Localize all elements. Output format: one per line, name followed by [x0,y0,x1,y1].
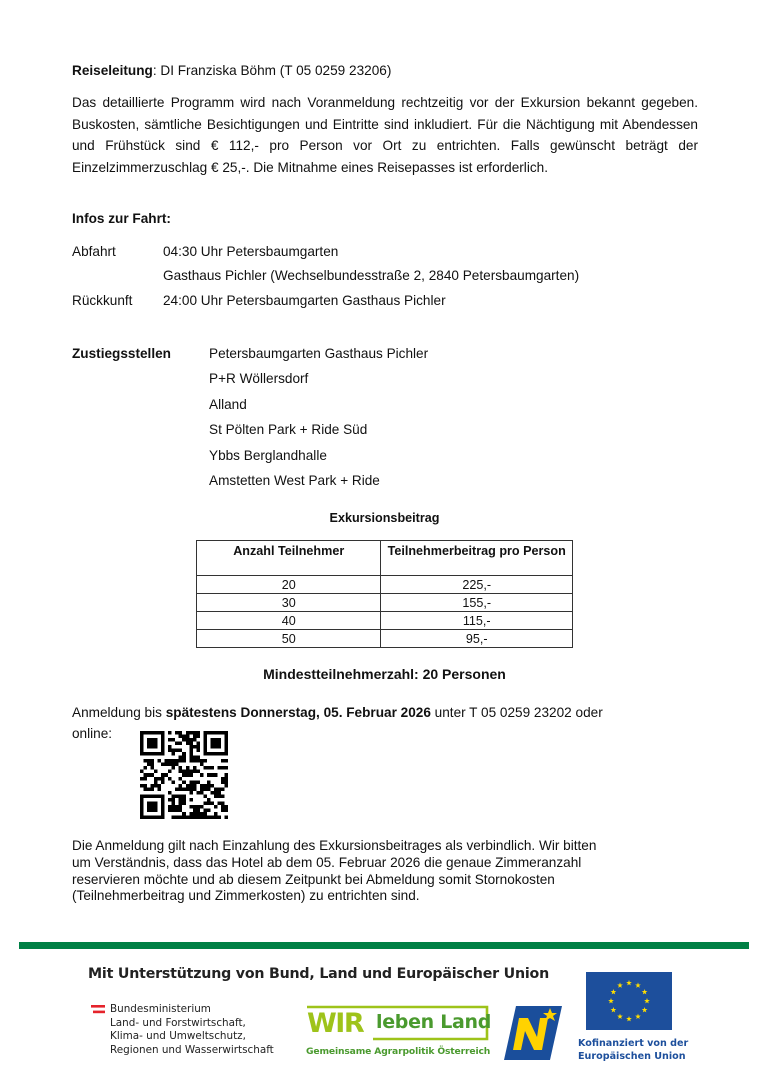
binding-line: Die Anmeldung gilt nach Einzahlung des Exkursionsbeitrages als verbindlich. Wir bitten [72,838,597,853]
austria-flag-icon [91,1005,105,1014]
boarding-label: Zustiegsstellen [72,346,171,361]
fees-table [196,540,573,648]
departure-label: Abfahrt [72,244,116,259]
fees-title: Exkursionsbeitrag [329,511,440,525]
ministry-logo-text [110,1003,274,1057]
binding-line: (Teilnehmerbeitrag und Zimmerkosten) zu entrichten sind. [72,888,420,904]
fee-cell: 95,- [381,630,573,648]
fees-header-fee: Teilnehmerbeitrag pro Person [381,541,573,576]
eu-caption-line: Kofinanziert von der [578,1038,689,1049]
lower-austria-logo [504,992,562,1060]
wir-subtitle: Gemeinsame Agrarpolitik Österreich [306,1046,491,1057]
minimum-participants: Mindestteilnehmerzahl: 20 Personen [263,666,506,682]
boarding-stop: Alland [209,397,247,412]
fees-header-row [197,541,573,576]
wir-text: WIR [307,1008,364,1039]
table-row [197,630,573,648]
fee-cell: 115,- [381,612,573,630]
support-heading: Mit Unterstützung von Bund, Land und Europäischer Union [88,966,549,982]
return-label: Rückkunft [72,293,133,308]
table-row [197,612,573,630]
tour-leader-label: Reiseleitung [72,63,153,78]
registration-online-label: online: [72,726,113,741]
eu-caption-line: Europäischen Union [578,1050,686,1062]
binding-line: reservieren möchte und ab diesem Zeitpunkt bei Abmeldung somit Stornokosten [72,871,555,887]
ministry-line: Klima- und Umweltschutz, [110,1030,246,1042]
participants-cell: 40 [197,612,381,630]
registration-prefix: Anmeldung bis [72,705,166,720]
return-value: 24:00 Uhr Petersbaumgarten Gasthaus Pichler [163,293,446,308]
participants-cell: 20 [197,576,381,594]
departure-time: 04:30 Uhr Petersbaumgarten [163,244,339,259]
participants-cell: 50 [197,630,381,648]
boarding-stop: Ybbs Berglandhalle [209,448,327,463]
eu-flag-icon [586,972,672,1030]
table-row [197,576,573,594]
participants-cell: 30 [197,594,381,612]
fees-header-participants: Anzahl Teilnehmer [197,541,381,576]
program-paragraph: Das detaillierte Programm wird nach Voranmeldung rechtzeitig vor der Exkursion bekannt gegeben. Buskosten, sämtliche Besichtigungen und Eintritte sind inkludiert. Für die Nächtigung mit Abendessen und Frühstück sind € 112,- pro Person vor Ort zu entrichten. Falls gewünscht beträgt der Einzelzimmerzuschlag € 25,-. Die Mitnahme eines Reisepasses ist erforderlich. [72,95,698,175]
tour-leader-line [72,60,698,82]
boarding-stop: Petersbaumgarten Gasthaus Pichler [209,346,429,361]
fee-cell: 225,- [381,576,573,594]
footer-divider [19,942,749,949]
ministry-line: Bundesministerium [110,1003,211,1015]
boarding-stop: P+R Wöllersdorf [209,371,309,386]
boarding-stop: Amstetten West Park + Ride [209,473,380,488]
wir-leben-land-logo [305,1005,492,1039]
leben-land-text: leben Land [376,1011,492,1033]
binding-line: um Verständnis, dass das Hotel ab dem 05. Februar 2026 die genaue Zimmeranzahl [72,854,582,870]
qr-code[interactable] [140,731,228,819]
eu-cofinanced-caption [578,1038,688,1063]
registration-line [72,705,603,720]
boarding-stop: St Pölten Park + Ride Süd [209,422,368,437]
registration-suffix: unter T 05 0259 23202 oder [430,705,603,720]
table-row [197,594,573,612]
departure-location: Gasthaus Pichler (Wechselbundesstraße 2, 2840 Petersbaumgarten) [163,268,580,283]
fee-cell: 155,- [381,594,573,612]
registration-deadline: spätestens Donnerstag, 05. Februar 2026 [165,705,431,720]
trip-info-heading: Infos zur Fahrt: [72,211,171,226]
ministry-line: Regionen und Wasserwirtschaft [110,1043,274,1056]
ministry-line: Land- und Forstwirtschaft, [110,1016,246,1029]
tour-leader-value: : DI Franziska Böhm (T 05 0259 23206) [152,63,392,78]
lower-austria-logo-letter: N [504,992,514,1007]
binding-paragraph [72,838,596,905]
